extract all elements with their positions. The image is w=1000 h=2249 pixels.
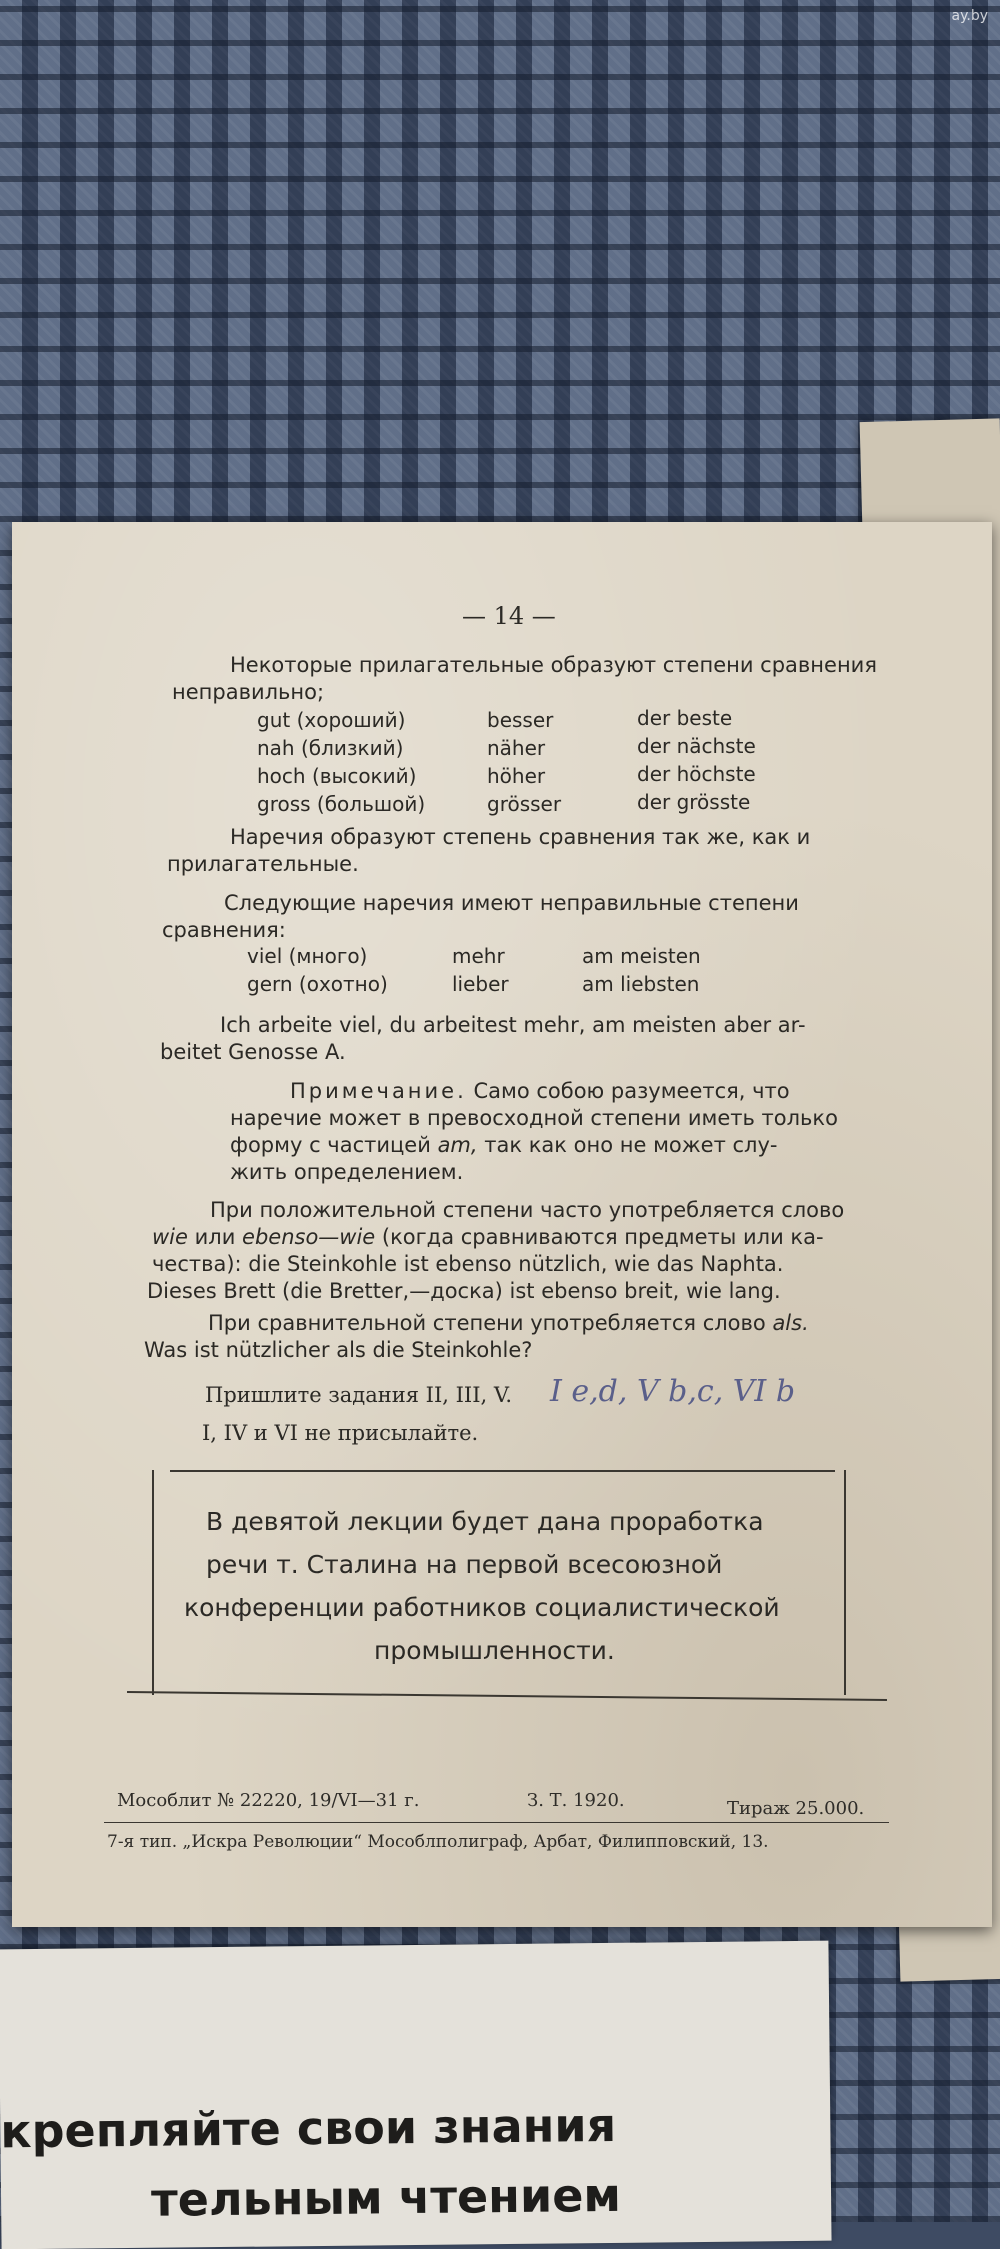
watermark: ay.by [951,8,988,24]
paragraph-4-ebenso-wie: ebenso—wie [242,1225,376,1249]
paragraph-1-line-1: Некоторые прилагательные образуют степени сравнения [230,653,877,677]
imprint-divider [104,1822,889,1823]
paragraph-4-line-4: Dieses Brett (die Bretter,—доска) ist ebenso breit, wie lang. [147,1279,781,1303]
imprint-printer: 7-я тип. „Искра Революции“ Мособлполиграф, Арбат, Филипповский, 13. [107,1832,769,1852]
table-cell-superlative: der höchste [637,762,756,786]
printed-page [12,522,992,1927]
table-cell-comparative: grösser [487,792,562,816]
table-cell-superlative: der grösste [637,790,751,814]
note-line-3 [230,1132,777,1159]
note-label: Примечание. [290,1079,467,1103]
paragraph-4-line-2 [152,1224,824,1251]
paragraph-2-line-2: прилагательные. [167,852,359,876]
note-line-1-text: Само собою разумеется, что [473,1079,790,1103]
announcement-line-4: промышленности. [374,1636,615,1665]
paragraph-3-line-1: Следующие наречия имеют неправильные степени [224,891,799,915]
table-cell-comparative: mehr [452,944,505,968]
paragraph-4-rest: (когда сравниваются предметы или ка- [381,1225,824,1249]
announcement-box [152,1470,846,1695]
table-cell-positive: nah (близкий) [257,736,404,760]
paragraph-5-line-1 [208,1310,809,1337]
note-line-3-c: так как оно не может слу- [484,1133,778,1157]
table-cell-superlative: am meisten [582,944,701,968]
note-line-4: жить определением. [230,1160,464,1184]
table-cell-comparative: besser [487,708,554,732]
note-line-1 [290,1078,790,1105]
table-cell-positive: viel (много) [247,944,368,968]
table-cell-positive: gross (большой) [257,792,426,816]
table-cell-comparative: höher [487,764,546,788]
next-brochure-headline-2: тельным чтением [150,2167,622,2227]
table-cell-comparative: lieber [452,972,509,996]
paragraph-2-line-1: Наречия образуют степень сравнения так же, как и [230,825,811,849]
table-cell-comparative: näher [487,736,546,760]
table-cell-superlative: der nächste [637,734,756,758]
announcement-line-1: В девятой лекции будет дана проработка [206,1507,764,1536]
paragraph-4-ili: или [194,1225,236,1249]
paragraph-5-line-2: Was ist nützlicher als die Steinkohle? [144,1338,533,1362]
paragraph-5-text: При сравнительной степени употребляется слово [208,1311,766,1335]
paragraph-4-line-3: чества): die Steinkohle ist ebenso nützlich, wie das Naphta. [152,1252,784,1276]
imprint-license: Мособлит № 22220, 19/VI—31 г. [117,1790,420,1811]
assignment-skip-line: I, IV и VI не присылайте. [202,1421,479,1445]
paragraph-5-als: als. [772,1311,809,1335]
table-cell-superlative: der beste [637,706,733,730]
paragraph-1-line-2: неправильно; [172,680,325,704]
table-cell-positive: hoch (высокий) [257,764,417,788]
note-line-3-am: am, [437,1133,478,1157]
page-number: — 14 — [462,602,556,630]
table-cell-positive: gut (хороший) [257,708,406,732]
note-line-3-a: форму с частицей [230,1133,431,1157]
table-cell-positive: gern (охотно) [247,972,388,996]
example-1-line-2: beitet Genosse A. [160,1040,346,1064]
handwritten-assignments: I e,d, V b,c, VI b [550,1374,796,1409]
next-brochure-headline-1: крепляйте свои знания [0,2097,617,2159]
paragraph-4-wie: wie [152,1225,188,1249]
imprint-order: З. Т. 1920. [527,1790,625,1811]
paragraph-4-line-1: При положительной степени часто употребляется слово [210,1198,845,1222]
table-cell-superlative: am liebsten [582,972,700,996]
example-1-line-1: Ich arbeite viel, du arbeitest mehr, am meisten aber ar- [220,1013,806,1037]
paragraph-3-line-2: сравнения: [162,918,286,942]
announcement-line-2: речи т. Сталина на первой всесоюзной [206,1550,723,1579]
next-brochure [0,1941,832,2249]
note-line-2: наречие может в превосходной степени иметь только [230,1106,838,1130]
assignment-send-line: Пришлите задания II, III, V. [205,1383,513,1407]
announcement-line-3: конференции работников социалистической [184,1593,780,1622]
imprint-print-run: Тираж 25.000. [727,1798,865,1819]
